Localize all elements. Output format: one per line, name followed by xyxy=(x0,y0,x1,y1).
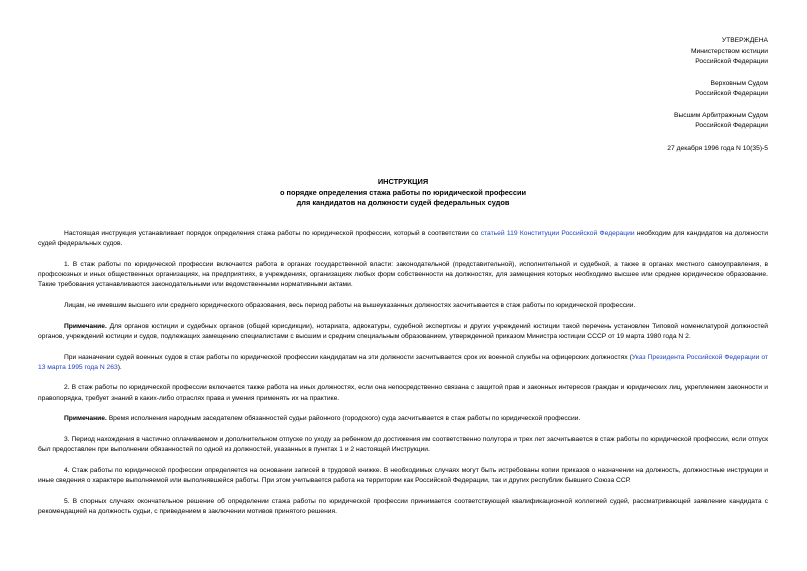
paragraph-text: Настоящая инструкция устанавливает порядок определения стажа работы по юридической профессии, который в соответствии со xyxy=(64,230,481,237)
approval-heading: УТВЕРЖДЕНА xyxy=(721,37,768,44)
document-title xyxy=(38,177,768,209)
approval-ministry: Министерством юстиции xyxy=(690,47,768,55)
paragraph-no-education: Лицам, не имевшим высшего или среднего юридического образования, весь период работы на вышеуказанных должностях засчитывается в стаж работы по юридической профессии. xyxy=(64,302,636,310)
paragraph-text: ). xyxy=(117,363,122,371)
paragraph-2: 2. В стаж работы по юридической профессии включается также работа на иных должностях, если она непосредственно связана с защитой прав и законных интересов граждан и юридических лиц, укреплением законности и правопорядка, требует знаний в каких-либо отраслях права и умения применять их на практике. xyxy=(38,384,768,402)
paragraph-note-2 xyxy=(38,414,768,424)
paragraph-4: 4. Стаж работы по юридической профессии определяется на основании записей в трудовой книжке. В необходимых случаях могут быть истребованы копии приказов о назначении на должность, должностные инструкции и иные сведения о характере выполняемой или выполнявшейся работы. При этом учитывается работа на территории как Российской Федерации, так и других республик бывшего Союза ССР. xyxy=(38,466,768,485)
note-label: Примечание. xyxy=(64,322,107,330)
approval-ministry-country: Российской Федерации xyxy=(695,58,768,65)
approval-date: 27 декабря 1996 года N 10(35)-5 xyxy=(667,144,768,152)
constitution-link[interactable]: статьей 119 Конституции Российской Федерации xyxy=(480,230,635,237)
paragraph-text: При назначении судей военных судов в стаж работы по юридической профессии кандидатам на эти должности засчитывается срок их военной службы на офицерских должностях ( xyxy=(64,353,632,361)
approval-supreme-court: Верховным Судом xyxy=(710,79,768,87)
paragraph-3: 3. Период нахождения в частично оплачиваемом и дополнительном отпуске по уходу за ребенком до достижения им соответственно полутора и трех лет засчитывается в стаж работы по юридической профессии, если отпуск был предоставлен при выполнении обязанностей по одной из должностей, указанных в пунктах 1 и 2 настоящей Инструкции. xyxy=(38,435,768,454)
document-body xyxy=(38,229,768,517)
title-line-2: о порядке определения стажа работы по юридической профессии xyxy=(279,187,527,197)
note-text: Для органов юстиции и судебных органов (общей юрисдикции), нотариата, адвокатуры, судебной экспертизы и других учреждений юстиции такой перечень установлен Типовой номенклатурой должностей органов, учреждений юстиции и судов, подлежащих замещению специалистами с высшим и средним специальным образованием, утвержденной приказом Министра юстиции СССР от 19 марта 1980 года N 2. xyxy=(38,322,768,340)
note-label: Примечание. xyxy=(64,415,107,423)
note-text: Время исполнения народным заседателем обязанностей судьи районного (городского) суда засчитывается в стаж работы по юридической профессии. xyxy=(106,415,581,423)
decree-link[interactable]: Указ Президента Российской Федерации от 13 марта 1995 года N 263 xyxy=(38,353,768,371)
title-line-1: ИНСТРУКЦИЯ xyxy=(377,177,429,186)
paragraph-text: необходим для кандидатов на должности судей федеральных судов. xyxy=(38,230,768,248)
title-line-3: для кандидатов на должности судей федеральных судов xyxy=(296,198,510,208)
paragraph-1: 1. В стаж работы по юридической профессии включается работа в органах государственной власти: законодательной (представительной), исполнительной и судебной, а также в органах местного самоуправления, в профсоюзных и иных общественных организациях, на предприятиях, в учреждениях, организациях любых форм собственности на должностях, для замещения которых необходимо высшее или среднее юридическое образование. Такие требования устанавливаются законодательными или ведомственными нормативными актами. xyxy=(38,260,768,289)
approval-supreme-court-country: Российской Федерации xyxy=(695,90,768,97)
approval-arbitration-court: Высшим Арбитражным Судом xyxy=(673,111,768,119)
paragraph-note-1 xyxy=(38,322,768,343)
paragraph-military xyxy=(38,353,768,374)
paragraph-5: 5. В спорных случаях окончательное решение об определении стажа работы по юридической профессии принимается соответствующей квалификационной коллегией судей, рассматривающей заявление кандидата с рекомендацией на должность судьи, с приведением в заключении мотивов принятого решения. xyxy=(38,497,768,516)
approval-block xyxy=(560,36,768,154)
paragraph-intro xyxy=(38,229,768,250)
approval-arbitration-court-country: Российской Федерации xyxy=(695,122,768,129)
